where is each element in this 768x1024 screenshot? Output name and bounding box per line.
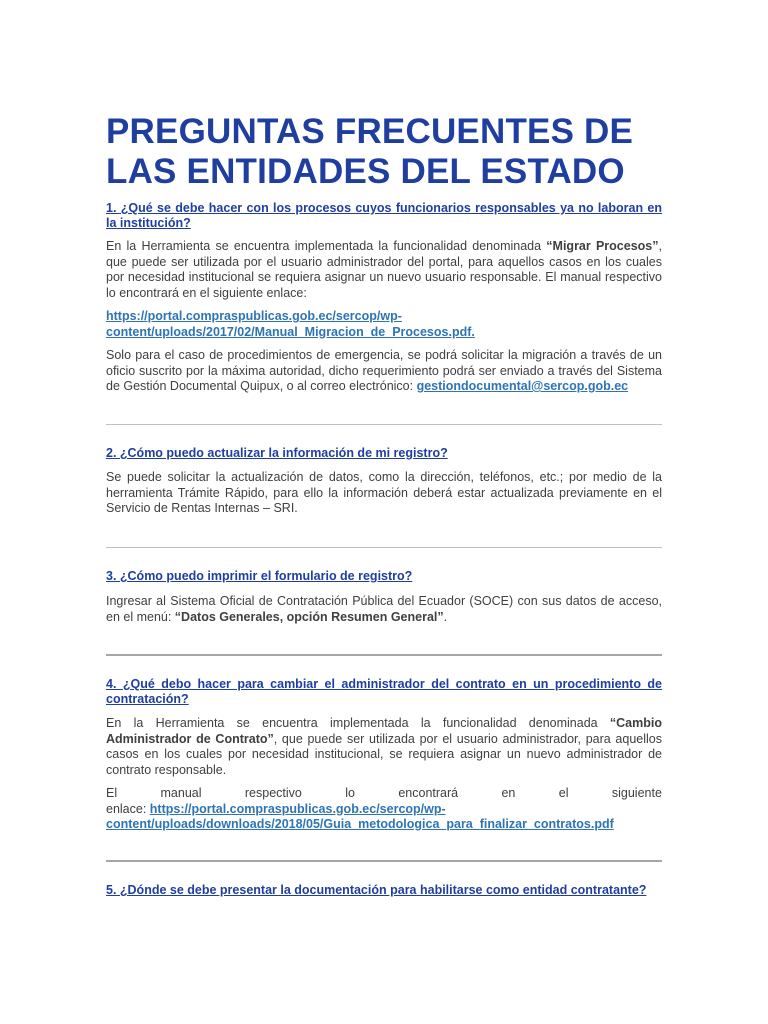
faq-item-2 [106,446,662,461]
answer-4-paragraph-2 [106,786,662,802]
answer-4-paragraph-1 [106,716,662,778]
manual-link-2-line-1[interactable]: https://portal.compraspublicas.gob.ec/sercop/wp- [149,801,446,816]
enlace-label: enlace: [106,801,150,816]
answer-4-word: el [558,786,569,800]
answer-4-word: encontrará [398,786,459,800]
question-2-link[interactable]: 2. ¿Cómo puedo actualizar la información de mi registro? [106,446,448,460]
answer-4-word: siguiente [611,786,662,800]
document-content [106,112,662,897]
answer-3-end: . [443,609,448,624]
answer-4-word: respectivo [244,786,302,800]
answer-3-text: Ingresar al Sistema Oficial de Contratación Pública del Ecuador (SOCE) con sus datos de acceso, en el menú: [106,594,662,624]
faq-item-1 [106,201,662,231]
faq-item-5 [106,883,662,898]
faq-1-link-block [106,309,662,340]
separator-2 [106,547,662,548]
manual-link-1 [106,309,662,340]
title-line-1: PREGUNTAS FRECUENTES DE [106,112,634,151]
answer-1-text: En la Herramienta se encuentra implementada la funcionalidad denominada [106,239,547,253]
separator-line [106,547,662,548]
email-link[interactable]: gestiondocumental@sercop.gob.ec [416,379,629,393]
answer-4-text-cont: , que puede ser utilizada por el usuario administrador, para aquellos casos en los cuales por necesidad institucional, se requiera asignar un nuevo administrador de contrato responsable. [106,731,662,777]
faq-3-answer [106,594,662,625]
question-4-link[interactable]: 4. ¿Qué debo hacer para cambiar el administrador del contrato en un procedimiento de contratación? [106,677,662,706]
faq-2-answer [106,470,662,517]
answer-1-bold: “Migrar Procesos” [546,239,659,253]
separator-line [106,860,662,862]
separator-line [106,654,662,656]
title-line-2: LAS ENTIDADES DEL ESTADO [106,152,625,191]
faq-4-answer [106,716,662,778]
answer-1-text-cont: , que puede ser utilizada por el usuario administrador del portal, para aquellos casos en los cuales por necesidad institucional se requiera asignar un nuevo usuario responsable. El manual respectivo lo encontrará en el siguiente enlace: [106,239,662,300]
answer-1-p2-text: Solo para el caso de procedimientos de emergencia, se podrá solicitar la migración a través de un oficio suscrito por la máxima autoridad, dicho requerimiento podrá ser enviado a través del Sistema de Gestión Documental Quipux, o al correo electrónico: [106,348,662,393]
separator-4 [106,860,662,862]
question-3-link[interactable]: 3. ¿Cómo puedo imprimir el formulario de registro? [106,569,413,583]
separator-3 [106,654,662,656]
answer-4-word: lo [345,786,355,800]
manual-link-2-line-2[interactable]: content/uploads/downloads/2018/05/Guia_metodologica_para_finalizar_contratos.pdf [106,817,614,831]
answer-3-paragraph [106,594,662,625]
faq-item-4 [106,677,662,707]
faq-item-3 [106,569,662,584]
answer-4-bold: “Cambio Administrador de Contrato” [106,716,662,746]
answer-1-paragraph-1 [106,239,662,301]
question-5-link[interactable]: 5. ¿Dónde se debe presentar la documentación para habilitarse como entidad contratante? [106,883,647,897]
manual-link-2 [106,802,662,833]
manual-link-1-line-2[interactable]: content/uploads/2017/02/Manual_Migracion_de_Procesos.pdf. [106,324,475,339]
answer-4-word: manual [160,786,202,800]
faq-4-link-block [106,786,662,833]
faq-1-emergency [106,348,662,395]
separator-line [106,424,662,425]
page-title [106,112,662,192]
answer-4-word: en [501,786,516,800]
question-1-link[interactable]: 1. ¿Qué se debe hacer con los procesos cuyos funcionarios responsables ya no laboran en la institución? [106,201,662,230]
answer-3-bold: “Datos Generales, opción Resumen General” [174,609,444,624]
answer-2-paragraph: Se puede solicitar la actualización de datos, como la dirección, teléfonos, etc.; por medio de la herramienta Trámite Rápido, para ello la información deberá estar actualizada previamente en el Servicio de Rentas Internas – SRI. [106,470,662,515]
separator-1 [106,424,662,425]
answer-1-paragraph-2 [106,348,662,395]
answer-4-word: El [106,786,118,800]
manual-link-1-line-1[interactable]: https://portal.compraspublicas.gob.ec/sercop/wp- [106,309,402,323]
answer-4-text: En la Herramienta se encuentra implementada la funcionalidad denominada [106,716,610,730]
faq-1-answer [106,239,662,301]
